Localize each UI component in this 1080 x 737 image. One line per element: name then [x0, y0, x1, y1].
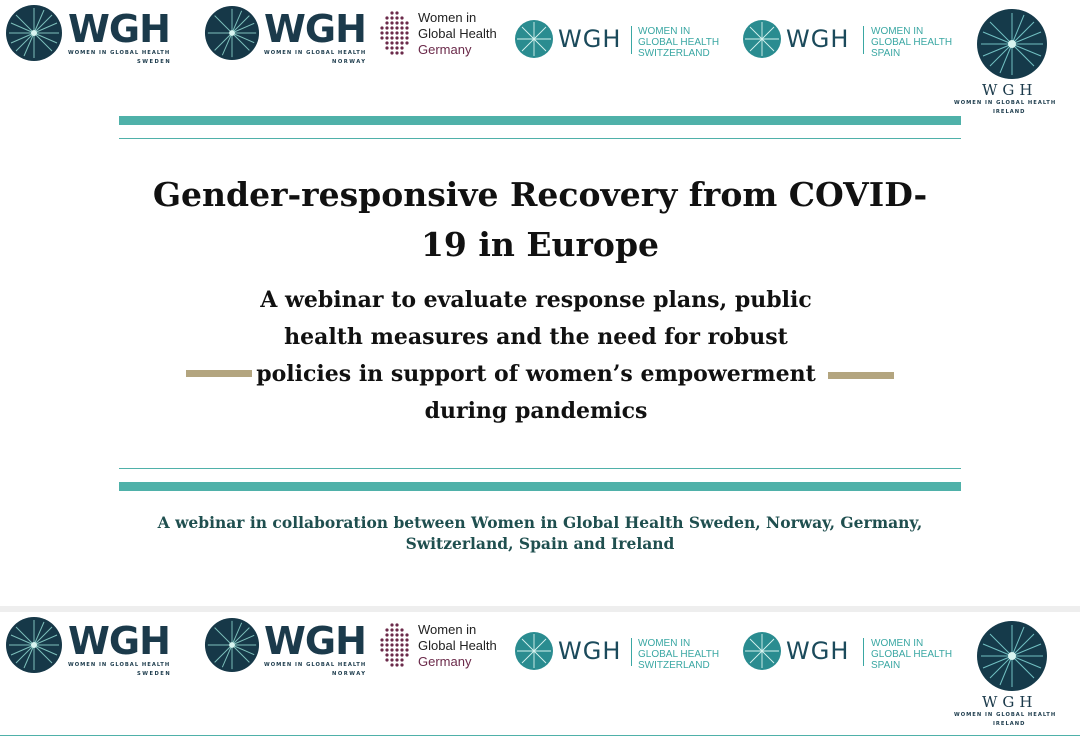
- collaboration-note: A webinar in collaboration between Women in Global Health Sweden, Norway, Germany, Switzerland, Spain and Ireland: [157, 513, 923, 553]
- starburst-emblem-icon: [5, 616, 63, 674]
- logo-country: Germany: [418, 42, 472, 57]
- logo-separator: [631, 638, 632, 666]
- logo-country: SWEDEN: [137, 671, 172, 677]
- logo-wgh-spain: [742, 630, 967, 676]
- logo-wgh-germany: [378, 620, 513, 675]
- bottom-thick-rule: [119, 482, 961, 491]
- logo-mark: WGH: [264, 619, 366, 663]
- top-thick-rule: [119, 116, 961, 125]
- logo-mark: WGH: [558, 25, 622, 53]
- logo-line: WOMEN IN: [638, 26, 691, 37]
- logo-org-name: WOMEN IN GLOBAL HEALTH: [264, 50, 367, 56]
- right-accent-bar: [828, 372, 894, 379]
- logo-country: SWITZERLAND: [638, 660, 710, 671]
- logo-line: GLOBAL HEALTH: [638, 37, 720, 48]
- logo-mark: WGH: [68, 7, 170, 51]
- logo-line: GLOBAL HEALTH: [871, 37, 953, 48]
- logo-country: Germany: [418, 654, 472, 669]
- dotted-map-icon: [378, 622, 414, 670]
- logo-org-name: WOMEN IN GLOBAL HEALTH: [68, 50, 171, 56]
- logo-line: WOMEN IN: [871, 638, 924, 649]
- page-subtitle: A webinar to evaluate response plans, public health measures and the need for robust policies in support of women’s empowerment during pandemics: [256, 287, 816, 424]
- logo-line: Global Health: [418, 638, 497, 653]
- starburst-emblem-icon: [204, 617, 260, 673]
- logo-country: SWITZERLAND: [638, 48, 710, 59]
- logo-country: SPAIN: [871, 660, 901, 671]
- logo-country: SWEDEN: [137, 59, 172, 65]
- logo-mark: WGH: [786, 25, 850, 53]
- starburst-emblem-icon: [742, 631, 782, 671]
- logo-separator: [863, 638, 864, 666]
- bottom-thin-rule: [119, 468, 961, 469]
- logo-wgh-switzerland: [514, 18, 734, 64]
- logo-line: WOMEN IN: [871, 26, 924, 37]
- logo-mark: WGH: [68, 619, 170, 663]
- logo-org-name: WOMEN IN GLOBAL HEALTH: [954, 100, 1057, 106]
- footer-thin-rule: [0, 735, 1080, 736]
- logo-text: [638, 26, 719, 59]
- logo-text: [418, 622, 497, 670]
- logo-country: NORWAY: [332, 59, 367, 65]
- dotted-map-icon: [378, 10, 414, 58]
- logo-wgh-ireland: [950, 617, 1075, 732]
- logo-org-name: WOMEN IN GLOBAL HEALTH: [954, 712, 1057, 718]
- logo-org-name: WOMEN IN GLOBAL HEALTH: [68, 662, 171, 668]
- logo-country: SPAIN: [871, 48, 901, 59]
- starburst-emblem-icon: [204, 5, 260, 61]
- starburst-emblem-icon: [5, 4, 63, 62]
- logo-country: IRELAND: [993, 721, 1026, 727]
- logo-wgh-norway: [200, 612, 375, 684]
- logo-mark: WGH: [558, 637, 622, 665]
- logo-wgh-sweden: [0, 612, 185, 684]
- logo-wgh-germany: [378, 8, 513, 63]
- logo-line: WOMEN IN: [638, 638, 691, 649]
- logo-country: IRELAND: [993, 109, 1026, 115]
- logo-mark: WGH: [264, 7, 366, 51]
- logo-org-name: WOMEN IN GLOBAL HEALTH: [264, 662, 367, 668]
- logo-text: [871, 638, 952, 671]
- logo-wgh-norway: [200, 0, 375, 72]
- logo-mark: WGH: [982, 81, 1038, 99]
- logo-wgh-sweden: [0, 0, 185, 72]
- logo-line: Women in: [418, 622, 477, 637]
- logo-text: [418, 10, 497, 58]
- logo-country: NORWAY: [332, 671, 367, 677]
- logo-text: [871, 26, 952, 59]
- logo-line: GLOBAL HEALTH: [871, 649, 953, 660]
- starburst-emblem-icon: [514, 19, 554, 59]
- logo-separator: [863, 26, 864, 54]
- starburst-emblem-icon: [514, 631, 554, 671]
- starburst-emblem-icon: [976, 8, 1048, 80]
- starburst-emblem-icon: [976, 620, 1048, 692]
- logo-wgh-spain: [742, 18, 967, 64]
- logo-line: Women in: [418, 10, 477, 25]
- starburst-emblem-icon: [742, 19, 782, 59]
- logo-mark: WGH: [786, 637, 850, 665]
- logo-line: Global Health: [418, 26, 497, 41]
- partner-logos-bottom: [0, 612, 1080, 737]
- logo-text: [638, 638, 719, 671]
- logo-wgh-switzerland: [514, 630, 734, 676]
- logo-wgh-ireland: [950, 5, 1075, 120]
- logo-separator: [631, 26, 632, 54]
- page-title: Gender-responsive Recovery from COVID-19 in Europe: [152, 175, 928, 264]
- partner-logos-top: [0, 0, 1080, 125]
- logo-line: GLOBAL HEALTH: [638, 649, 720, 660]
- logo-mark: WGH: [982, 693, 1038, 711]
- top-thin-rule: [119, 138, 961, 139]
